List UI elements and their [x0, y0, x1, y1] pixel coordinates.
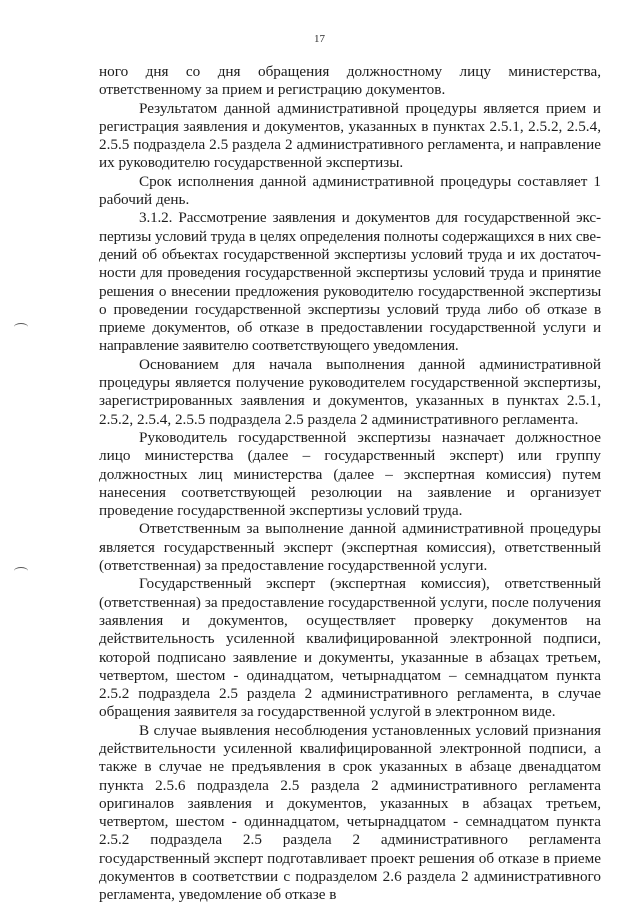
paragraph-responsible: Ответственным за выполнение данной административной процедуры является государственный эксперт (экспертная комиссия), ответственный (ответственная) за предоставление государственной услуги.: [99, 520, 601, 575]
paragraph-signature-check: Государственный эксперт (экспертная комиссия), ответственный (ответственная) за предоставление государственной услуги, после получения заявления и документов, осуществляет проверку документов на действительность усиленной квалифицированной электронной подписи, которой подписано заявление и документы, указанные в абзацах третьем, четвертом, шестом - одинадцатом, четырнадцатом – семнадцатом пункта 2.5.2 подраздела 2.5 раздела 2 административного регламента, в случае обращения заявителя за государственной услугой в электронном виде.: [99, 575, 601, 721]
paragraph-basis: Основанием для начала выполнения данной административной процедуры является получение руководителем государственной экспертизы, зарегистрированных заявления и документов, указанных в пунктах 2.5.1, 2.5.2, 2.5.4, 2.5.5 подраздела 2.5 раздела 2 административного регламента.: [99, 355, 601, 428]
punch-hole-mark-upper: [14, 323, 28, 331]
paragraph-continuation: ного дня со дня обращения должностному лицу министерства, ответственному за прием и регистрацию документов.: [99, 63, 601, 99]
document-body: [99, 63, 601, 905]
punch-hole-mark-lower: [14, 567, 28, 575]
paragraph-deadline: Срок исполнения данной административной процедуры составляет 1 рабочий день.: [99, 172, 601, 209]
paragraph-section-3-1-2: 3.1.2. Рассмотрение заявления и документов для государственной экспертизы условий труда в целях определения полноты содержащихся в них сведений об объектах государственной экспертизы условий труда и их достаточности для проведения государственной экспертизы условий труда и принятие решения о внесении предложения руководителю государственной экспертизы о проведении государственной экспертизы условий труда либо об отказе в приеме документов, об отказе в предоставлении государственной услуги и направление заявителю соответствующего уведомления.: [99, 209, 601, 355]
page-number: 17: [314, 33, 325, 45]
paragraph-result: Результатом данной административной процедуры является прием и регистрация заявления и документов, указанных в пунктах 2.5.1, 2.5.2, 2.5.4, 2.5.5 подраздела 2.5 раздела 2 административного регламента, и направление их руководителю государственной экспертизы.: [99, 99, 601, 172]
paragraph-refusal-case: В случае выявления несоблюдения установленных условий признания действительности усиленной квалифицированной электронной подписи, а также в случае не предъявления в срок указанных в абзаце двенадцатом пункта 2.5.6 подраздела 2.5 раздела 2 административного регламента оригиналов заявления и документов, указанных в абзацах третьем, четвертом, шестом - одиннадцатом, четырнадцатом - семнадцатом пункта 2.5.2 подраздела 2.5 раздела 2 административного регламента государственный эксперт подготавливает проект решения об отказе в приеме документов в соответствии с подразделом 2.6 раздела 2 административного регламента, уведомление об отказе в: [99, 721, 601, 904]
paragraph-head-appoints: Руководитель государственной экспертизы назначает должностное лицо министерства (далее – государственный эксперт) или группу должностных лиц министерства (далее – экспертная комиссия) путем нанесения соответствующей резолюции на заявление и организует проведение государственной экспертизы условий труда.: [99, 428, 601, 520]
